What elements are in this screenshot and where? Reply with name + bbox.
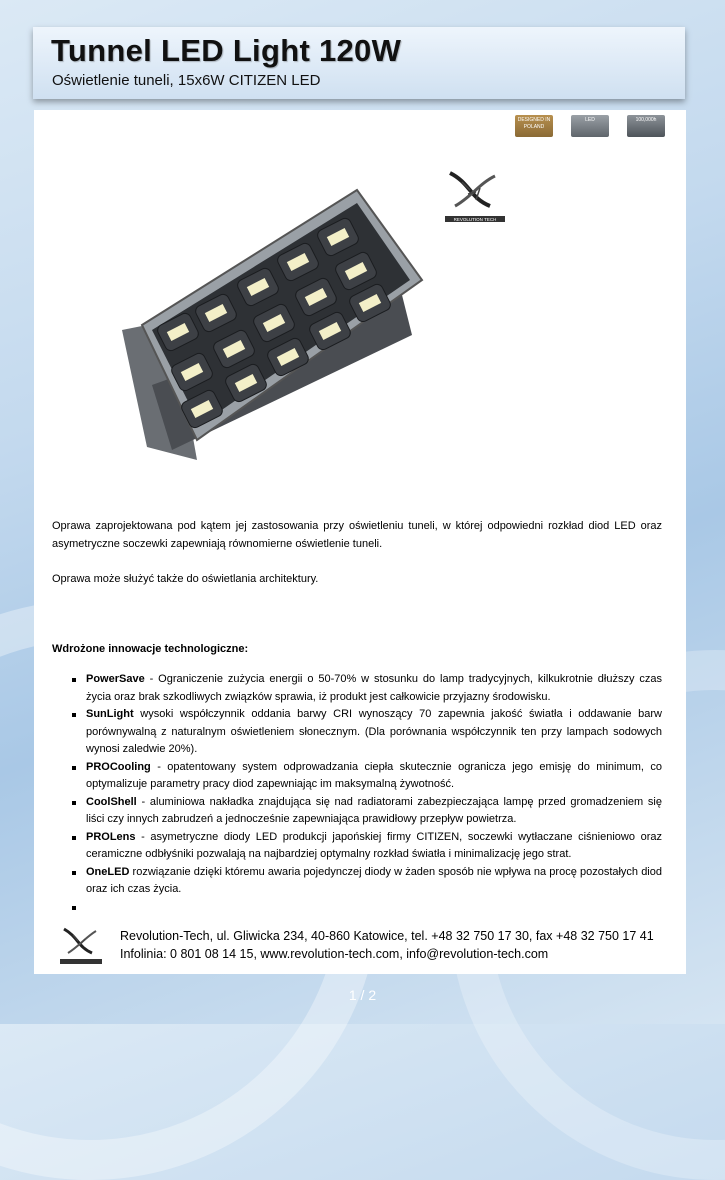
- revolution-tech-dna-logo-icon: [440, 168, 510, 230]
- feature-name: OneLED: [86, 865, 130, 878]
- list-item: [86, 671, 662, 706]
- list-item: [86, 829, 662, 864]
- designed-in-poland-badge-icon: DESIGNED IN POLAND: [515, 115, 553, 137]
- certification-badges: [515, 115, 665, 137]
- feature-text: - asymetryczne diody LED produkcji japońskiej firmy CITIZEN, soczewki wytłaczane ciśnieniowo oraz ceramiczne odbłyśniki pozwalają na najbardziej optymalny rozkład światła i minimalizację jego strat.: [86, 830, 662, 860]
- feature-text: wysoki współczynnik oddania barwy CRI wynoszący 70 zapewnia jakość światła i oddawanie barw porównywalną z naturalnym oświetleniem słonecznym. (Dla porównania współczynnik ten przy lampach sodowych wynosi zaledwie 20%).: [86, 708, 662, 755]
- tunnel-led-light-product-image: [112, 185, 432, 475]
- title-banner: [33, 27, 685, 99]
- feature-text: - aluminiowa nakładka znajdująca się nad radiatorami zabezpieczająca lampę przed gromadzeniem się liści czy innych zabrudzeń a jednocześnie zapewniająca prawidłowy przepływ powietrza.: [86, 795, 662, 825]
- feature-name: PROLens: [86, 830, 136, 843]
- revolution-tech-dna-logo-icon: [58, 925, 104, 969]
- feature-text: rozwiązanie dzięki któremu awaria pojedynczej diody w żaden sposób nie wpływa na procę pozostałych diod oraz ich czas życia.: [86, 865, 662, 895]
- lifetime-badge-icon: 100,000h: [627, 115, 665, 137]
- page-title: Tunnel LED Light 120W: [51, 33, 402, 68]
- description-paragraph-architecture: Oprawa może służyć także do oświetlania architektury.: [52, 573, 319, 585]
- list-item: [86, 706, 662, 759]
- footer-address: Revolution-Tech, ul. Gliwicka 234, 40-860 Katowice, tel. +48 32 750 17 30, fax +48 32 750 17 41: [120, 929, 654, 943]
- led-badge-icon: LED: [571, 115, 609, 137]
- innovations-heading: Wdrożone innowacje technologiczne:: [52, 643, 249, 655]
- feature-name: PROCooling: [86, 760, 151, 773]
- feature-text: - opatentowany system odprowadzania ciepła skutecznie ogranicza jego emisję do minimum, co optymalizuje parametry pracy diod zapewniając im maksymalną żywotność.: [86, 760, 662, 790]
- list-item: [86, 864, 662, 899]
- list-item: [86, 759, 662, 794]
- brand-name-text: REVOLUTION TECH: [453, 217, 497, 222]
- page-number: 1 / 2: [348, 987, 377, 1003]
- feature-name: PowerSave: [86, 673, 145, 685]
- company-footer: [120, 927, 654, 963]
- feature-name: CoolShell: [86, 795, 137, 808]
- footer-contact: Infolinia: 0 801 08 14 15, www.revolution-tech.com, info@revolution-tech.com: [120, 947, 549, 961]
- description-paragraph: Oprawa zaprojektowana pod kątem jej zastosowania przy oświetleniu tuneli, w której odpowiedni rozkład diod LED oraz asymetryczne soczewki zapewniają równomierne oświetlenie tuneli.: [52, 520, 662, 550]
- features-list: [52, 671, 662, 916]
- feature-text: - Ograniczenie zużycia energii o 50-70% w stosunku do lamp tradycyjnych, kilkukrotnie dłuższy czas życia oraz brak szkodliwych związków sprawia, iż produkt jest całkowicie przyjazny środowisku.: [86, 673, 662, 703]
- feature-name: SunLight: [86, 708, 134, 720]
- page-subtitle: Oświetlenie tuneli, 15x6W CITIZEN LED: [52, 72, 321, 89]
- list-item-empty: [86, 899, 662, 917]
- list-item: [86, 794, 662, 829]
